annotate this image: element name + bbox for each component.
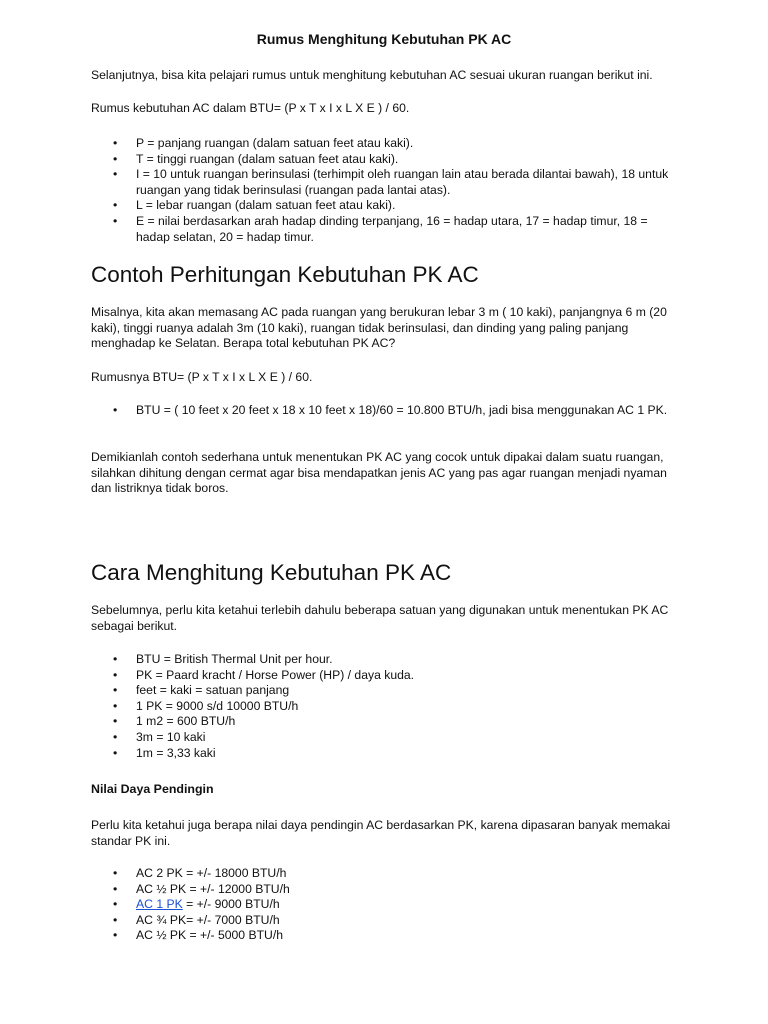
list-item: • BTU = British Thermal Unit per hour. bbox=[91, 652, 671, 668]
calculation-list bbox=[91, 403, 671, 419]
list-item: • L = lebar ruangan (dalam satuan feet atau kaki). bbox=[91, 198, 671, 214]
list-item: • BTU = ( 10 feet x 20 feet x 18 x 10 feet x 18)/60 = 10.800 BTU/h, jadi bisa menggunakan AC 1 PK. bbox=[91, 403, 671, 419]
list-item: • P = panjang ruangan (dalam satuan feet atau kaki). bbox=[91, 136, 671, 152]
cooling-list bbox=[91, 866, 671, 944]
example-formula: Rumusnya BTU= (P x T x I x L X E ) / 60. bbox=[91, 370, 313, 384]
intro-paragraph: Selanjutnya, bisa kita pelajari rumus untuk menghitung kebutuhan AC sesuai ukuran ruangan berikut ini. bbox=[91, 68, 653, 82]
list-item: • T = tinggi ruangan (dalam satuan feet atau kaki). bbox=[91, 152, 671, 168]
list-item: • PK = Paard kracht / Horse Power (HP) / daya kuda. bbox=[91, 668, 671, 684]
list-item: • AC ½ PK = +/- 12000 BTU/h bbox=[91, 882, 671, 898]
list-item: • AC ½ PK = +/- 5000 BTU/h bbox=[91, 928, 671, 944]
list-item: • AC 2 PK = +/- 18000 BTU/h bbox=[91, 866, 671, 882]
cooling-heading: Nilai Daya Pendingin bbox=[91, 782, 214, 796]
list-item bbox=[91, 897, 671, 913]
variables-list bbox=[91, 136, 671, 245]
example-heading: Contoh Perhitungan Kebutuhan PK AC bbox=[91, 262, 479, 287]
list-item: • E = nilai berdasarkan arah hadap dinding terpanjang, 16 = hadap utara, 17 = hadap timur, 18 = hadap selatan, 20 = hadap timur. bbox=[91, 214, 671, 245]
example-conclusion: Demikianlah contoh sederhana untuk menentukan PK AC yang cocok untuk dipakai dalam suatu ruangan, silahkan dihitung dengan cermat agar bisa mendapatkan jenis AC yang pas agar ruangan menjadi nyaman dan listriknya tidak boros. bbox=[91, 450, 667, 496]
formula-paragraph: Rumus kebutuhan AC dalam BTU= (P x T x I x L X E ) / 60. bbox=[91, 101, 410, 115]
document-title: Rumus Menghitung Kebutuhan PK AC bbox=[256, 31, 512, 47]
list-item: • I = 10 untuk ruangan berinsulasi (terhimpit oleh ruangan lain atau berada dilantai bawah), 18 untuk ruangan yang tidak berinsulasi (ruangan pada lantai atas). bbox=[91, 167, 671, 198]
list-item: • 3m = 10 kaki bbox=[91, 730, 671, 746]
list-item: • 1 PK = 9000 s/d 10000 BTU/h bbox=[91, 699, 671, 715]
list-item: • AC ¾ PK= +/- 7000 BTU/h bbox=[91, 913, 671, 929]
example-description: Misalnya, kita akan memasang AC pada ruangan yang berukuran lebar 3 m ( 10 kaki), panjangnya 6 m (20 kaki), tinggi ruanya adalah 3m (10 kaki), ruangan tidak berinsulasi, dan dinding yang paling panjang menghadap ke Selatan. Berapa total kebutuhan PK AC? bbox=[91, 305, 667, 351]
list-item-text: = +/- 9000 BTU/h bbox=[186, 897, 280, 912]
cooling-intro: Perlu kita ketahui juga berapa nilai daya pendingin AC berdasarkan PK, karena dipasaran banyak memakai standar PK ini. bbox=[91, 818, 671, 848]
list-item: • 1 m2 = 600 BTU/h bbox=[91, 714, 671, 730]
units-list bbox=[91, 652, 671, 761]
list-item: • 1m = 3,33 kaki bbox=[91, 746, 671, 762]
ac-1-pk-link[interactable]: AC 1 PK bbox=[136, 897, 183, 912]
method-heading: Cara Menghitung Kebutuhan PK AC bbox=[91, 560, 452, 585]
method-intro: Sebelumnya, perlu kita ketahui terlebih dahulu beberapa satuan yang digunakan untuk menentukan PK AC sebagai berikut. bbox=[91, 603, 669, 633]
list-item: • feet = kaki = satuan panjang bbox=[91, 683, 671, 699]
